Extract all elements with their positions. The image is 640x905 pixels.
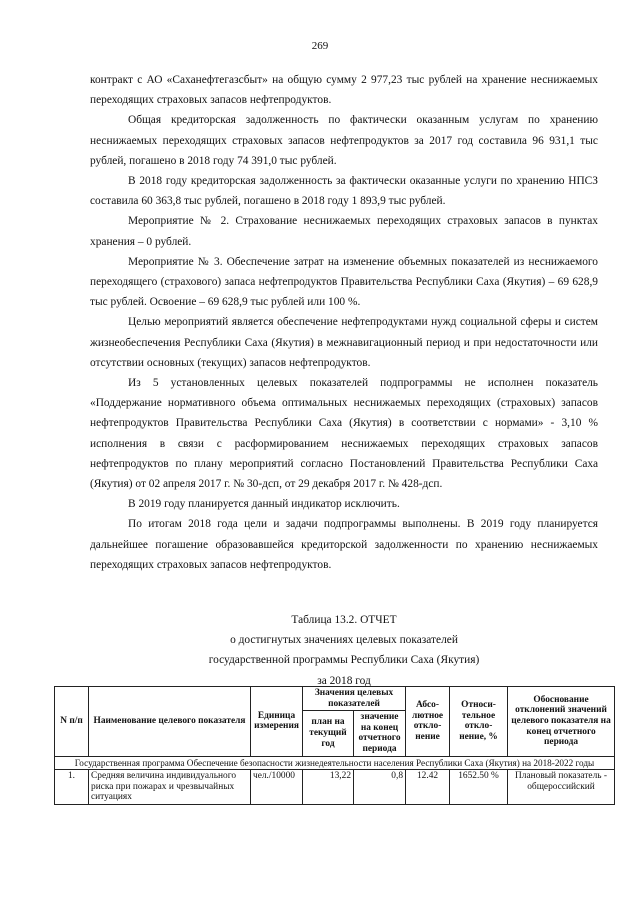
body-text: [90, 70, 598, 575]
table-heading: [90, 610, 598, 691]
page-number: 269: [311, 40, 329, 52]
table-title: Таблица 13.2. ОТЧЕТ: [291, 614, 397, 626]
cell-reason: Плановый показатель - общероссийский: [508, 770, 615, 805]
header-num: N п/п: [55, 687, 89, 757]
cell-actual: 0,8: [354, 770, 406, 805]
paragraph-results: По итогам 2018 года цели и задачи подпрограммы выполнены. В 2019 году планируется дальнейшее погашение образовавшейся кредиторской задолженности по хранению неснижаемых переходящих страховых запасов нефтепродуктов.: [90, 518, 598, 571]
cell-name: Средняя величина индивидуального риска при пожарах и чрезвычайных ситуациях: [89, 770, 251, 805]
header-plan: план на текущий год: [303, 711, 354, 756]
paragraph-2019-plan: В 2019 году планируется данный индикатор исключить.: [128, 498, 400, 511]
header-unit: Единица измерения: [251, 687, 303, 757]
paragraph-contract: контракт с АО «Саханефтегазсбыт» на общую сумму 2 977,23 тыс рублей на хранение неснижаемых переходящих страховых запасов нефтепродуктов.: [90, 74, 598, 107]
header-abs: Абсо-лютное откло-нение: [406, 687, 450, 757]
header-reason: Обоснование отклонений значений целевого показателя на конец отчетного периода: [508, 687, 615, 757]
cell-rel: 1652.50 %: [450, 770, 508, 805]
table-row: [55, 770, 615, 805]
header-actual: значение на конец отчетного периода: [354, 711, 406, 756]
header-values-group: Значения целевых показателей: [303, 687, 406, 711]
table-subtitle-2: государственной программы Республики Саха (Якутия): [208, 654, 480, 667]
table-subtitle-1: о достигнутых значениях целевых показателей: [230, 634, 458, 647]
header-name: Наименование целевого показателя: [89, 687, 251, 757]
paragraph-measure-3: Мероприятие № 3. Обеспечение затрат на изменение объемных показателей из неснижаемого переходящего (страхового) запаса нефтепродуктов Правительства Республики Саха (Якутия) – 69 628,9 тыс рублей. Освоение – 69 628,9 тыс рублей или 100 %.: [90, 255, 598, 309]
cell-abs: 12.42: [406, 770, 450, 805]
paragraph-indicators: Из 5 установленных целевых показателей подпрограммы не исполнен показатель «Поддержание нормативного объема оптимальных неснижаемых переходящих (страховых) запасов нефтепродуктов Правительства Республики Саха (Якутия) в соответствии с нормами» - 3,10 % исполнения в связи с расформированием неснижаемых переходящих страховых запасов нефтепродуктов по плану мероприятий согласно Постановлений Правительства Республики Саха (Якутия) от 02 апреля 2017 г. № 30-дсп, от 29 декабря 2017 г. № 428-дсп.: [90, 377, 598, 491]
paragraph-goal: Целью мероприятий является обеспечение нефтепродуктами нужд социальной сферы и систем жизнеобеспечения Республики Саха (Якутия) в межнавигационный период и при недостаточности или отсутствии основных (текущих) запасов нефтепродуктов.: [90, 316, 598, 369]
report-table: [54, 686, 615, 805]
header-rel: Относи-тельное откло-нение, %: [450, 687, 508, 757]
table-subtitle-3: за 2018 год: [317, 674, 371, 687]
cell-num: 1.: [55, 770, 89, 805]
cell-unit: чел./10000: [251, 770, 303, 805]
paragraph-debt-2018: В 2018 году кредиторская задолженность за фактически оказанные услуги по хранению НПСЗ составила 60 363,8 тыс рублей, погашено в 2018 году 1 893,9 тыс рублей.: [90, 175, 598, 208]
program-row: [55, 756, 615, 770]
paragraph-total-debt: Общая кредиторская задолженность по фактически оказанным услугам по хранению неснижаемых переходящих страховых запасов нефтепродуктов за 2017 год составила 96 931,1 тыс рублей, погашено в 2018 году 74 391,0 тыс рублей.: [90, 114, 598, 167]
cell-plan: 13,22: [303, 770, 354, 805]
paragraph-measure-2: Мероприятие № 2. Страхование неснижаемых переходящих страховых запасов в пунктах хранения – 0 рублей.: [90, 215, 598, 248]
program-title: Государственная программа Обеспечение безопасности жизнедеятельности населения Республики Саха (Якутия) на 2018-2022 годы: [55, 756, 615, 770]
